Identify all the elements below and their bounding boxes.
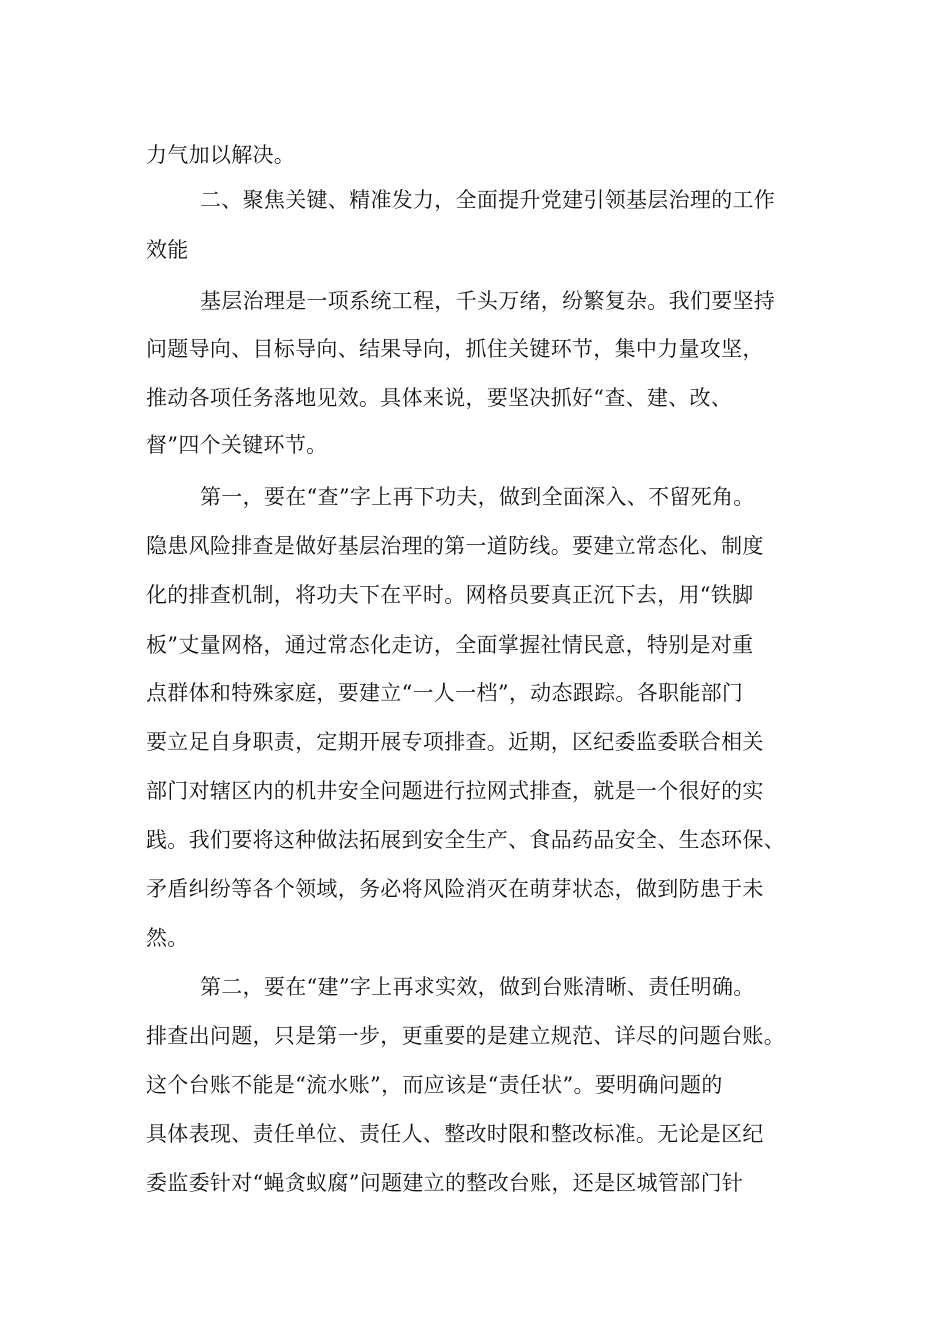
text-line: 这个台账不能是“流水账”，而应该是“责任状”。要明确问题的 bbox=[146, 1073, 723, 1097]
text-line: 力气加以解决。 bbox=[146, 143, 296, 167]
text-line: 问题导向、目标导向、结果导向，抓住关键环节，集中力量攻坚， bbox=[146, 337, 764, 361]
section-heading-line: 效能 bbox=[146, 238, 189, 262]
text-line: 然。 bbox=[146, 926, 189, 950]
text-line: 点群体和特殊家庭，要建立“一人一档”，动态跟踪。各职能部门 bbox=[146, 681, 744, 705]
section-heading-line: 二、聚焦关键、精准发力，全面提升党建引领基层治理的工作 bbox=[200, 188, 776, 212]
text-line: 矛盾纠纷等各个领域，务必将风险消灭在萌芽状态，做到防患于未 bbox=[146, 877, 764, 901]
text-line: 践。我们要将这种做法拓展到安全生产、食品药品安全、生态环保、 bbox=[146, 828, 785, 852]
text-line: 板”丈量网格，通过常态化走访，全面掌握社情民意，特别是对重 bbox=[146, 633, 754, 657]
text-line: 委监委针对“蝇贪蚁腐”问题建立的整改台账，还是区城管部门针 bbox=[146, 1171, 744, 1195]
text-line: 要立足自身职责，定期开展专项排查。近期，区纪委监委联合相关 bbox=[146, 730, 764, 754]
text-line: 具体表现、责任单位、责任人、整改时限和整改标准。无论是区纪 bbox=[146, 1122, 764, 1146]
text-line: 第二，要在“建”字上再求实效，做到台账清晰、责任明确。 bbox=[200, 975, 755, 999]
text-line: 督”四个关键环节。 bbox=[146, 433, 328, 457]
text-line: 推动各项任务落地见效。具体来说，要坚决抓好“查、建、改、 bbox=[146, 386, 733, 410]
text-line: 基层治理是一项系统工程，千头万绪，纷繁复杂。我们要坚持 bbox=[200, 289, 776, 313]
text-line: 部门对辖区内的机井安全问题进行拉网式排查，就是一个很好的实 bbox=[146, 779, 764, 803]
text-line: 第一，要在“查”字上再下功夫，做到全面深入、不留死角。 bbox=[200, 485, 755, 509]
text-line: 化的排查机制，将功夫下在平时。网格员要真正沉下去，用“铁脚 bbox=[146, 583, 754, 607]
text-line: 排查出问题，只是第一步，更重要的是建立规范、详尽的问题台账。 bbox=[146, 1024, 785, 1048]
text-line: 隐患风险排查是做好基层治理的第一道防线。要建立常态化、制度 bbox=[146, 534, 764, 558]
